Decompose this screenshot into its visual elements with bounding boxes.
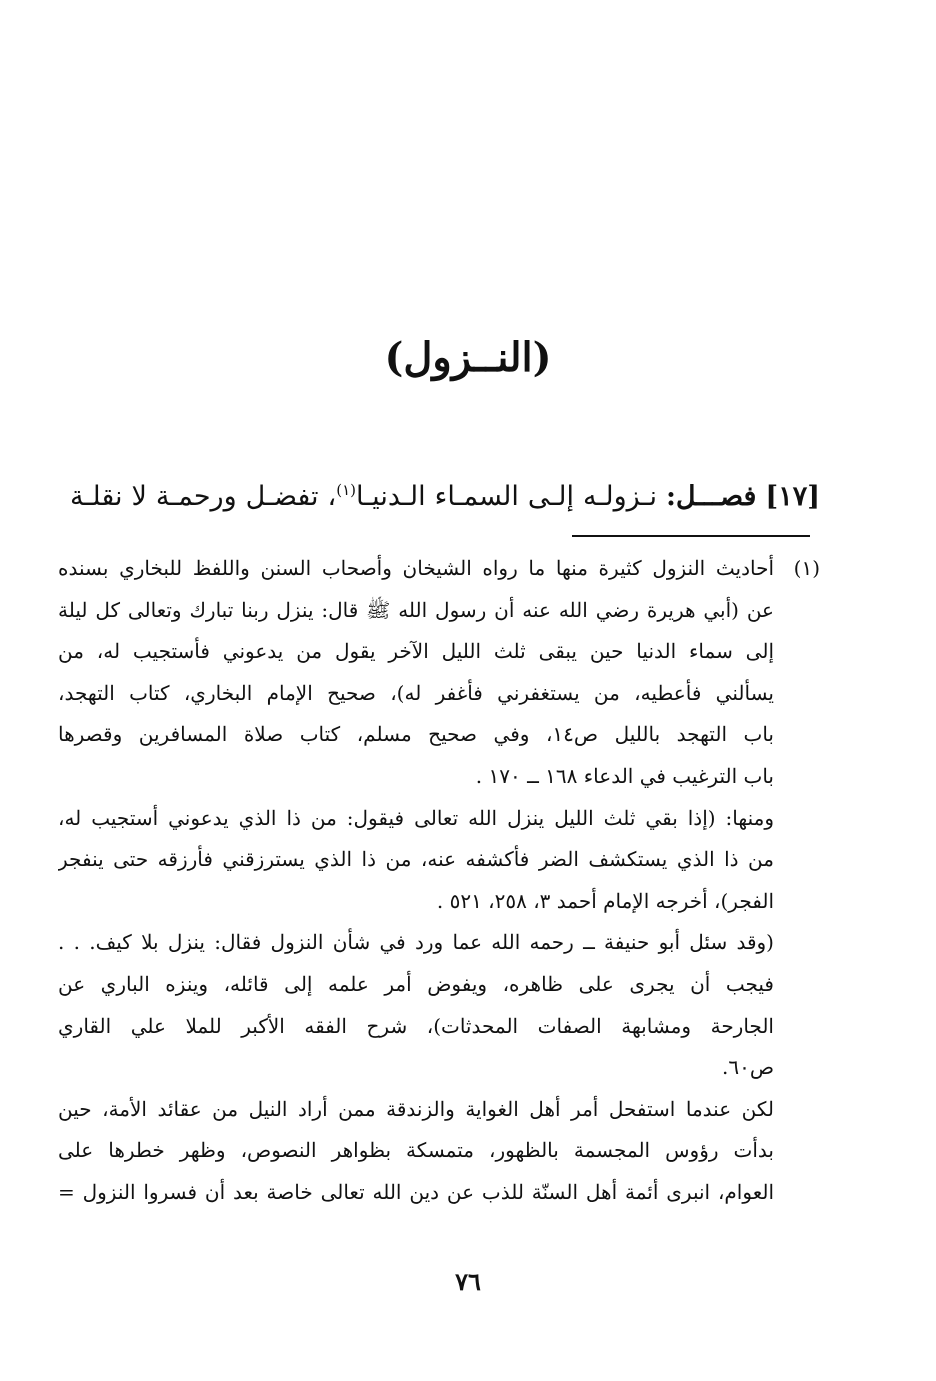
footnotes bbox=[58, 548, 820, 1214]
footnote-line: (وقد سئل أبو حنيفة ــ رحمه الله عما ورد في شأن النزول فقال: ينزل بلا كيف. . . bbox=[58, 930, 774, 955]
footnote-line: الفجر)، أخرجه الإمام أحمد ٣، ٢٥٨، ٥٢١ . bbox=[436, 888, 774, 913]
section-text-after: ، تفضـل ورحمـة لا نقلـة bbox=[70, 481, 337, 512]
page-number: ٧٦ bbox=[455, 1267, 481, 1296]
footnote-line: ومنها: (إذا بقي ثلث الليل ينزل الله تعالى فيقول: من ذا الذي يدعوني أستجيب له، bbox=[58, 805, 774, 830]
chapter-title: (النــزول) bbox=[384, 334, 552, 381]
footnote-line: يسألني فأعطيه، من يستغفرني فأغفر له)، صحيح الإمام البخاري، كتاب التهجد، bbox=[58, 680, 774, 705]
footnote-line: إلى سماء الدنيا حين يبقى ثلث الليل الآخر يقول من يدعوني فأستجيب له، من bbox=[58, 639, 774, 664]
footnote-line: من ذا الذي يستكشف الضر فأكشفه عنه، من ذا الذي يسترزقني فأرزقه حتى ينفجر bbox=[58, 847, 774, 872]
section-label: فصـــل: bbox=[665, 481, 757, 512]
footnote-line: الجارحة ومشابهة الصفات المحدثات)، شرح الفقه الأكبر للملا علي القاري bbox=[58, 1013, 774, 1038]
footnote-line: العوام، انبرى أئمة أهل السنّة للذب عن دين الله تعالى خاصة بعد أن فسروا النزول = bbox=[58, 1179, 774, 1204]
footnote-line: (١)أحاديث النزول كثيرة منها ما رواه الشيخان وأصحاب السنن واللفظ للبخاري بسنده bbox=[58, 548, 820, 590]
footnote-line: ص٦٠. bbox=[721, 1055, 774, 1080]
footnote-line: بدأت رؤوس المجسمة بالظهور، متمسكة بظواهر النصوص، وظهر خطرها على bbox=[58, 1138, 774, 1163]
section-text: نـزولـه إلـى السمـاء الـدنيـا bbox=[356, 481, 657, 512]
footnote-line: عن (أبي هريرة رضي الله عنه أن رسول الله ﷺ قال: ينزل ربنا تبارك وتعالى كل ليلة bbox=[58, 597, 774, 622]
footnote-line: باب التهجد بالليل ص١٤، وفي صحيح مسلم، كتاب صلاة المسافرين وقصرها bbox=[58, 722, 775, 747]
section-number: [١٧] bbox=[765, 481, 820, 512]
footnote-line: باب الترغيب في الدعاء ١٦٨ ــ ١٧٠ . bbox=[475, 763, 774, 788]
footnote-line: فيجب أن يجرى على ظاهره، ويفوض أمر علمه إلى قائله، وينزه الباري عن bbox=[58, 971, 774, 996]
section-heading bbox=[70, 468, 820, 519]
footnote-marker: (١) bbox=[793, 556, 820, 580]
footnote-line: لكن عندما استفحل أمر أهل الغواية والزندقة ممن أراد النيل من عقائد الأمة، حين bbox=[58, 1096, 774, 1121]
footnote-separator bbox=[572, 535, 810, 537]
footnote-reference[interactable]: (١) bbox=[336, 481, 357, 499]
